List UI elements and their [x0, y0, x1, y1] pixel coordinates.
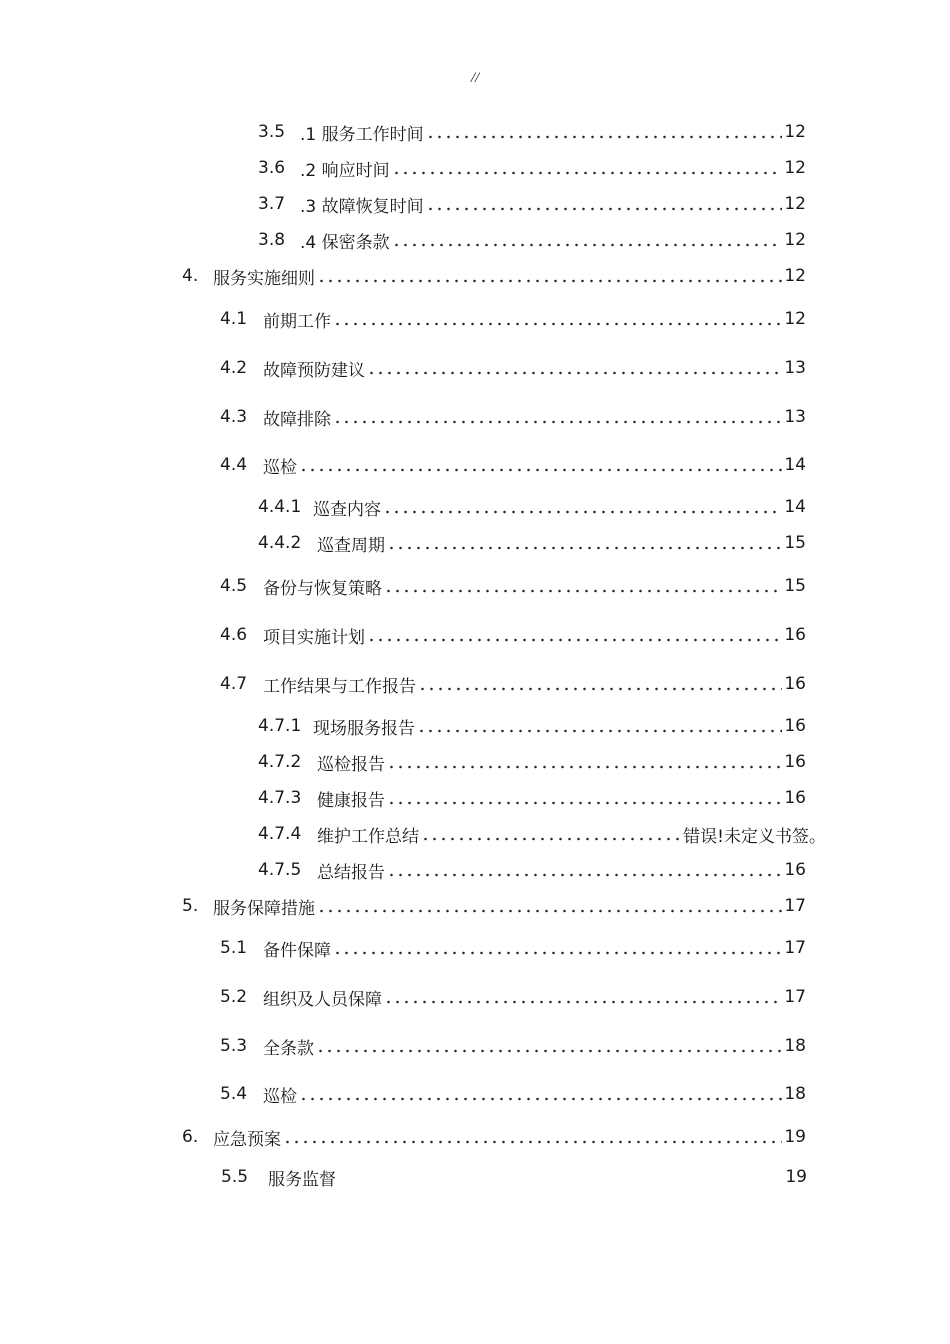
toc-dot-leader: [367, 356, 782, 380]
toc-entry-title: 服务监督: [268, 1169, 336, 1190]
toc-dot-leader: [299, 453, 782, 477]
toc-dot-leader: [417, 714, 782, 738]
toc-entry-page: 18: [784, 1084, 806, 1104]
toc-entry[interactable]: [220, 1082, 806, 1106]
toc-entry-number: 6.: [182, 1127, 199, 1147]
toc-dot-leader: [392, 228, 783, 252]
toc-entry-page: 16: [784, 860, 806, 880]
toc-entry-title: 备件保障: [263, 940, 331, 961]
toc-entry[interactable]: [258, 120, 806, 144]
toc-entry[interactable]: [258, 228, 806, 252]
toc-entry-number: 3.6: [258, 158, 286, 178]
toc-dot-leader: [418, 672, 782, 696]
toc-entry[interactable]: [182, 264, 806, 288]
toc-entry[interactable]: [258, 750, 806, 774]
toc-entry-page: 错误!未定义书签。: [683, 826, 826, 847]
toc-entry-page: 15: [784, 533, 806, 553]
toc-entry[interactable]: [221, 1165, 807, 1189]
toc-entry[interactable]: [258, 495, 806, 519]
toc-entry-page: 12: [784, 309, 806, 329]
toc-entry-number: 5.: [182, 896, 199, 916]
toc-dot-leader: [426, 120, 783, 144]
toc-entry-page: 17: [784, 896, 806, 916]
toc-entry-number: 5.3: [220, 1036, 248, 1056]
toc-entry[interactable]: [258, 156, 806, 180]
toc-entry[interactable]: [258, 192, 806, 216]
toc-dot-leader: [333, 405, 782, 429]
toc-entry-title: 服务实施细则: [213, 268, 315, 289]
toc-entry-number: 4.3: [220, 407, 248, 427]
toc-entry-page: 13: [784, 358, 806, 378]
toc-entry-page: 16: [784, 752, 806, 772]
toc-entry[interactable]: [220, 623, 806, 647]
toc-entry-page: 16: [784, 674, 806, 694]
toc-entry-page: 18: [784, 1036, 806, 1056]
toc-entry-title: .4 保密条款: [300, 232, 390, 253]
toc-entry-page: 16: [784, 625, 806, 645]
toc-entry[interactable]: [220, 453, 806, 477]
toc-entry-title: 项目实施计划: [263, 627, 365, 648]
toc-entry-title: 现场服务报告: [313, 718, 415, 739]
toc-entry[interactable]: [258, 531, 806, 555]
toc-entry-number: 5.4: [220, 1084, 248, 1104]
toc-entry-title: 巡检报告: [317, 754, 385, 775]
toc-entry[interactable]: [182, 1125, 806, 1149]
toc-dot-leader: [387, 858, 782, 882]
toc-dot-leader: [384, 985, 782, 1009]
toc-entry-number: 3.7: [258, 194, 286, 214]
toc-entry-page: 15: [784, 576, 806, 596]
toc-entry-title: 工作结果与工作报告: [263, 676, 416, 697]
toc-dot-leader: [333, 936, 782, 960]
toc-entry-number: 4.7.5: [258, 860, 302, 880]
toc-dot-leader: [299, 1082, 782, 1106]
toc-entry-number: 5.2: [220, 987, 248, 1007]
toc-dot-leader: [317, 264, 782, 288]
toc-entry-page: 17: [784, 938, 806, 958]
toc-entry-number: 3.8: [258, 230, 286, 250]
toc-entry[interactable]: [220, 405, 806, 429]
toc-dot-leader: [317, 894, 782, 918]
toc-entry-number: 4.7: [220, 674, 248, 694]
toc-entry-title: 全条款: [263, 1038, 314, 1059]
toc-dot-leader: [367, 623, 782, 647]
toc-entry-number: 4.6: [220, 625, 248, 645]
toc-entry[interactable]: [182, 894, 806, 918]
toc-entry-number: 4.4.1: [258, 497, 302, 517]
toc-entry[interactable]: [258, 714, 806, 738]
toc-entry-page: 14: [784, 497, 806, 517]
toc-entry-title: 巡检: [263, 1086, 297, 1107]
toc-entry[interactable]: [258, 858, 806, 882]
toc-entry-title: 故障排除: [263, 409, 331, 430]
toc-dot-leader: [383, 495, 782, 519]
toc-dot-leader: [384, 574, 782, 598]
toc-entry[interactable]: [220, 307, 806, 331]
toc-entry[interactable]: [258, 786, 806, 810]
toc-entry-number: 4.7.1: [258, 716, 302, 736]
toc-entry-number: 4.7.2: [258, 752, 302, 772]
toc-entry-title: 巡查内容: [313, 499, 381, 520]
toc-entry-title: 故障预防建议: [263, 360, 365, 381]
toc-entry-page: 12: [784, 122, 806, 142]
toc-dot-leader: [421, 822, 681, 846]
toc-entry[interactable]: [220, 985, 806, 1009]
toc-entry-number: 4.: [182, 266, 199, 286]
toc-entry-page: 12: [784, 230, 806, 250]
toc-dot-leader: [387, 750, 782, 774]
toc-entry-page: 14: [784, 455, 806, 475]
toc-entry-title: 前期工作: [263, 311, 331, 332]
toc-entry-title: 备份与恢复策略: [263, 578, 382, 599]
toc-entry-title: 应急预案: [213, 1129, 281, 1150]
toc-entry-number: 3.5: [258, 122, 286, 142]
toc-entry[interactable]: [220, 356, 806, 380]
toc-entry-title: 服务保障措施: [213, 898, 315, 919]
toc-entry-page: 12: [784, 158, 806, 178]
toc-entry-page: 13: [784, 407, 806, 427]
toc-entry-page: 17: [784, 987, 806, 1007]
toc-entry[interactable]: [220, 936, 806, 960]
toc-entry-title: 巡检: [263, 457, 297, 478]
toc-entry-title: .1 服务工作时间: [300, 124, 424, 145]
toc-entry-number: 5.5: [221, 1167, 249, 1187]
toc-dot-leader: [392, 156, 783, 180]
toc-entry-title: 健康报告: [317, 790, 385, 811]
toc-entry-number: 4.4.2: [258, 533, 302, 553]
toc-dot-leader: [283, 1125, 782, 1149]
toc-entry-page: 19: [784, 1127, 806, 1147]
toc-dot-leader: [387, 786, 782, 810]
toc-entry-page: 16: [784, 788, 806, 808]
toc-entry-number: 5.1: [220, 938, 248, 958]
toc-entry-title: .2 响应时间: [300, 160, 390, 181]
toc-entry-title: 巡查周期: [317, 535, 385, 556]
toc-dot-leader: [387, 531, 782, 555]
toc-entry-page: 12: [784, 266, 806, 286]
toc-entry-number: 4.2: [220, 358, 248, 378]
toc-entry[interactable]: [220, 672, 806, 696]
toc-entry-page: 12: [784, 194, 806, 214]
toc-entry-page: 16: [784, 716, 806, 736]
toc-entry[interactable]: [258, 822, 826, 846]
toc-dot-leader: [426, 192, 783, 216]
toc-entry-number: 4.4: [220, 455, 248, 475]
toc-entry-title: 总结报告: [317, 862, 385, 883]
toc-entry-number: 4.5: [220, 576, 248, 596]
toc-entry-number: 4.1: [220, 309, 248, 329]
page-header-mark: //: [470, 70, 480, 86]
toc-dot-leader: [316, 1034, 782, 1058]
toc-entry[interactable]: [220, 574, 806, 598]
toc-entry-number: 4.7.3: [258, 788, 302, 808]
toc-entry[interactable]: [220, 1034, 806, 1058]
toc-dot-leader: [333, 307, 782, 331]
toc-entry-page: 19: [785, 1167, 807, 1187]
toc-entry-title: .3 故障恢复时间: [300, 196, 424, 217]
toc-entry-number: 4.7.4: [258, 824, 302, 844]
toc-entry-title: 组织及人员保障: [263, 989, 382, 1010]
toc-entry-title: 维护工作总结: [317, 826, 419, 847]
